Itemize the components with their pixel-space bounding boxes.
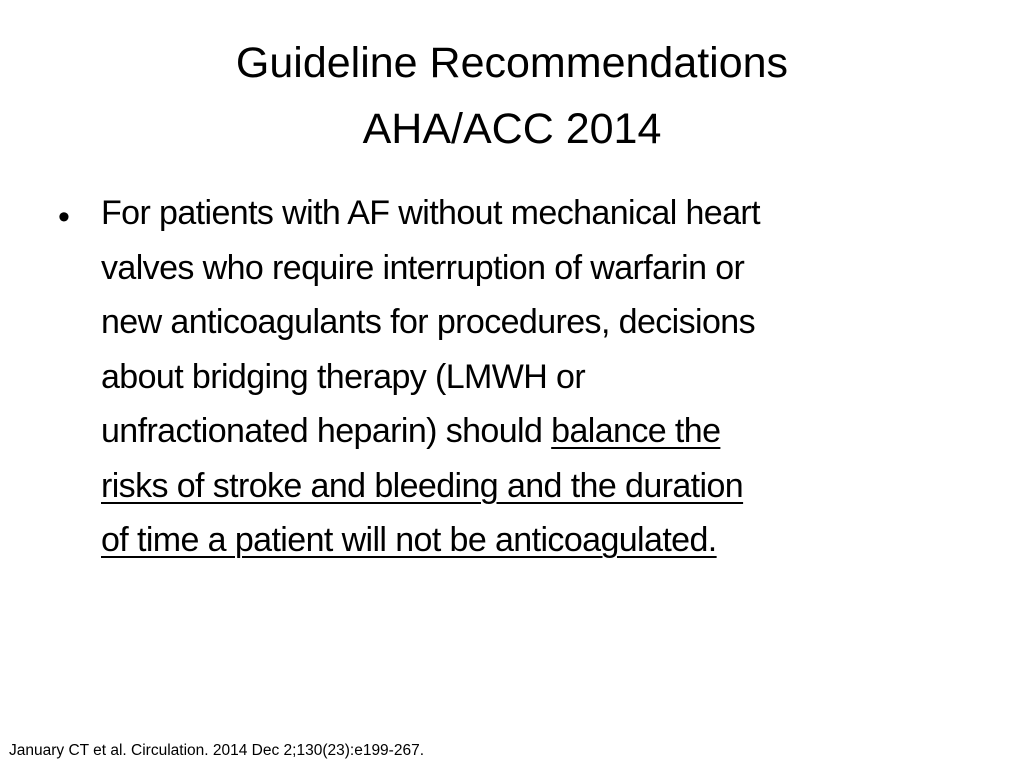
citation-footer: January CT et al. Circulation. 2014 Dec 2;130(23):e199-267. (9, 742, 425, 759)
bullet-text (101, 186, 760, 568)
bullet-line: new anticoagulants for procedures, decisions (101, 303, 755, 341)
title-line-1: Guideline Recommendations (235, 39, 789, 87)
title-line-2: AHA/ACC 2014 (362, 105, 662, 153)
slide-title (0, 30, 1024, 162)
underlined-emphasis: balance the (551, 412, 721, 450)
bullet-line-text: unfractionated heparin) should (101, 412, 552, 450)
underlined-emphasis: of time a patient will not be anticoagulated. (101, 521, 717, 559)
bullet-line (101, 404, 760, 459)
bullet-line: For patients with AF without mechanical heart (101, 194, 760, 232)
underlined-emphasis: risks of stroke and bleeding and the duration (101, 466, 744, 505)
bullet-line: valves who require interruption of warfarin or (101, 248, 745, 287)
bullet-line: about bridging therapy (LMWH or (101, 357, 586, 396)
bullet-marker: • (58, 198, 70, 236)
